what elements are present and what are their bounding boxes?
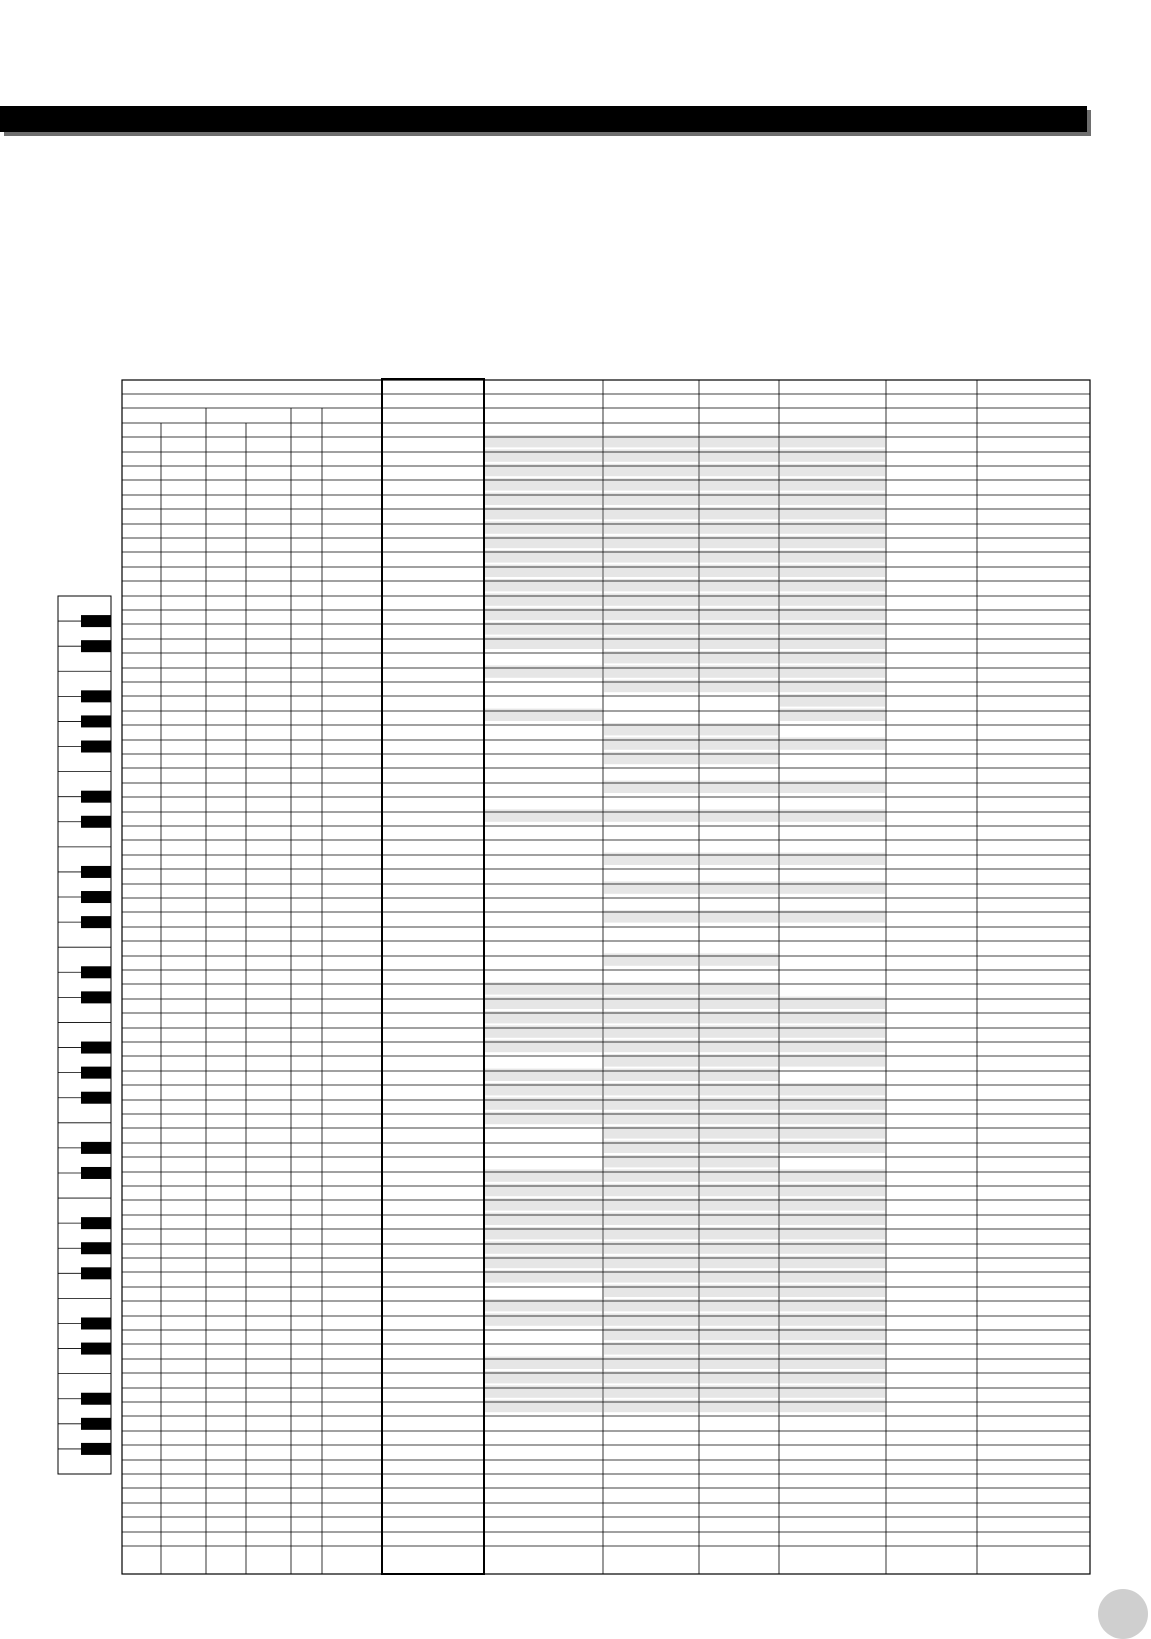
shaded-cell bbox=[604, 1097, 698, 1109]
shaded-cell bbox=[700, 1141, 778, 1153]
black-key bbox=[81, 1443, 111, 1455]
shaded-cell bbox=[485, 637, 602, 649]
shaded-cell bbox=[700, 953, 778, 965]
shaded-cell bbox=[700, 565, 778, 577]
shaded-cell bbox=[485, 565, 602, 577]
shaded-cell bbox=[604, 853, 698, 865]
shaded-cell bbox=[700, 1213, 778, 1225]
black-key bbox=[81, 741, 111, 753]
black-key bbox=[81, 1393, 111, 1405]
shaded-cell bbox=[780, 1357, 885, 1369]
black-key bbox=[81, 1242, 111, 1254]
black-key bbox=[81, 916, 111, 928]
shaded-cell bbox=[604, 1313, 698, 1325]
shaded-cell bbox=[485, 1313, 602, 1325]
shaded-cell bbox=[700, 449, 778, 461]
shaded-cell bbox=[700, 1097, 778, 1109]
black-key bbox=[81, 1343, 111, 1355]
shaded-cell bbox=[700, 593, 778, 605]
shaded-cell bbox=[780, 1285, 885, 1297]
shaded-cell bbox=[604, 449, 698, 461]
black-key bbox=[81, 1142, 111, 1154]
shaded-cell bbox=[700, 1285, 778, 1297]
shaded-cell bbox=[485, 1025, 602, 1037]
shaded-cell bbox=[780, 637, 885, 649]
shaded-cell bbox=[780, 997, 885, 1009]
keyboard-outline bbox=[58, 596, 111, 1474]
shaded-cell bbox=[780, 1169, 885, 1181]
shaded-cell bbox=[780, 1313, 885, 1325]
shaded-cell bbox=[780, 809, 885, 821]
shaded-cell bbox=[700, 665, 778, 677]
shaded-cell bbox=[700, 809, 778, 821]
black-key bbox=[81, 715, 111, 727]
shaded-cell bbox=[780, 493, 885, 505]
shaded-cell bbox=[780, 665, 885, 677]
shaded-cell bbox=[780, 449, 885, 461]
shaded-cell bbox=[485, 1169, 602, 1181]
shaded-cell bbox=[604, 1025, 698, 1037]
shaded-cell bbox=[604, 521, 698, 533]
shaded-cell bbox=[700, 637, 778, 649]
shaded-cell bbox=[700, 1357, 778, 1369]
shaded-cell bbox=[780, 1141, 885, 1153]
shaded-cell bbox=[604, 665, 698, 677]
shaded-cell bbox=[604, 565, 698, 577]
shaded-cell bbox=[700, 1313, 778, 1325]
black-key bbox=[81, 1092, 111, 1104]
shaded-cell bbox=[604, 1385, 698, 1397]
shaded-cell bbox=[604, 1069, 698, 1081]
black-key bbox=[81, 1267, 111, 1279]
shaded-cell bbox=[780, 781, 885, 793]
shaded-cell bbox=[604, 1241, 698, 1253]
shaded-cell bbox=[604, 637, 698, 649]
shaded-cell bbox=[604, 1357, 698, 1369]
shaded-cell bbox=[700, 997, 778, 1009]
shaded-cell bbox=[485, 521, 602, 533]
shaded-cell bbox=[485, 593, 602, 605]
shaded-cell bbox=[485, 493, 602, 505]
black-key bbox=[81, 1042, 111, 1054]
shaded-cell bbox=[700, 1385, 778, 1397]
shaded-cell bbox=[485, 1213, 602, 1225]
shaded-cell bbox=[604, 1213, 698, 1225]
shaded-cell bbox=[700, 853, 778, 865]
shaded-cell bbox=[780, 1241, 885, 1253]
shaded-cell bbox=[604, 593, 698, 605]
shaded-cell bbox=[604, 1285, 698, 1297]
shaded-cell bbox=[485, 665, 602, 677]
shaded-cell bbox=[485, 1385, 602, 1397]
shaded-cell bbox=[700, 1241, 778, 1253]
shaded-cell bbox=[485, 1097, 602, 1109]
black-key bbox=[81, 640, 111, 652]
shaded-cell bbox=[780, 521, 885, 533]
shaded-cell bbox=[485, 809, 602, 821]
black-key bbox=[81, 866, 111, 878]
shaded-cell bbox=[700, 781, 778, 793]
shaded-cell bbox=[604, 781, 698, 793]
shaded-cell bbox=[780, 853, 885, 865]
shaded-cell bbox=[604, 997, 698, 1009]
black-key bbox=[81, 1418, 111, 1430]
shaded-cell bbox=[700, 493, 778, 505]
shaded-cell bbox=[700, 881, 778, 893]
black-key bbox=[81, 1217, 111, 1229]
shaded-cell bbox=[700, 1069, 778, 1081]
black-key bbox=[81, 1167, 111, 1179]
shaded-cell bbox=[485, 709, 602, 721]
black-key bbox=[81, 891, 111, 903]
shaded-cell bbox=[604, 1169, 698, 1181]
black-key bbox=[81, 615, 111, 627]
shaded-cell bbox=[485, 1069, 602, 1081]
shaded-cell bbox=[780, 565, 885, 577]
shaded-cell bbox=[700, 521, 778, 533]
black-key bbox=[81, 991, 111, 1003]
shaded-cell bbox=[485, 449, 602, 461]
shaded-cell bbox=[604, 953, 698, 965]
shaded-cell bbox=[604, 1141, 698, 1153]
shaded-cell bbox=[780, 1025, 885, 1037]
black-key bbox=[81, 690, 111, 702]
page-number-badge bbox=[1098, 1589, 1148, 1639]
shaded-cell bbox=[700, 1169, 778, 1181]
shaded-cell bbox=[604, 737, 698, 749]
black-key bbox=[81, 1067, 111, 1079]
shaded-cell bbox=[604, 809, 698, 821]
shaded-cell bbox=[604, 493, 698, 505]
shaded-cell bbox=[700, 737, 778, 749]
voice-column-border bbox=[382, 379, 484, 1574]
shaded-cell bbox=[780, 881, 885, 893]
shaded-cell bbox=[780, 1213, 885, 1225]
black-key bbox=[81, 1317, 111, 1329]
shaded-cell bbox=[700, 1025, 778, 1037]
shaded-cell bbox=[485, 1241, 602, 1253]
shaded-cell bbox=[780, 737, 885, 749]
shaded-cell bbox=[780, 593, 885, 605]
shaded-cell bbox=[485, 1357, 602, 1369]
shaded-cell bbox=[780, 1097, 885, 1109]
black-key bbox=[81, 966, 111, 978]
shaded-cell bbox=[604, 881, 698, 893]
shaded-cell bbox=[780, 709, 885, 721]
black-key bbox=[81, 791, 111, 803]
shaded-cell bbox=[780, 1385, 885, 1397]
shaded-cell bbox=[485, 997, 602, 1009]
black-key bbox=[81, 816, 111, 828]
